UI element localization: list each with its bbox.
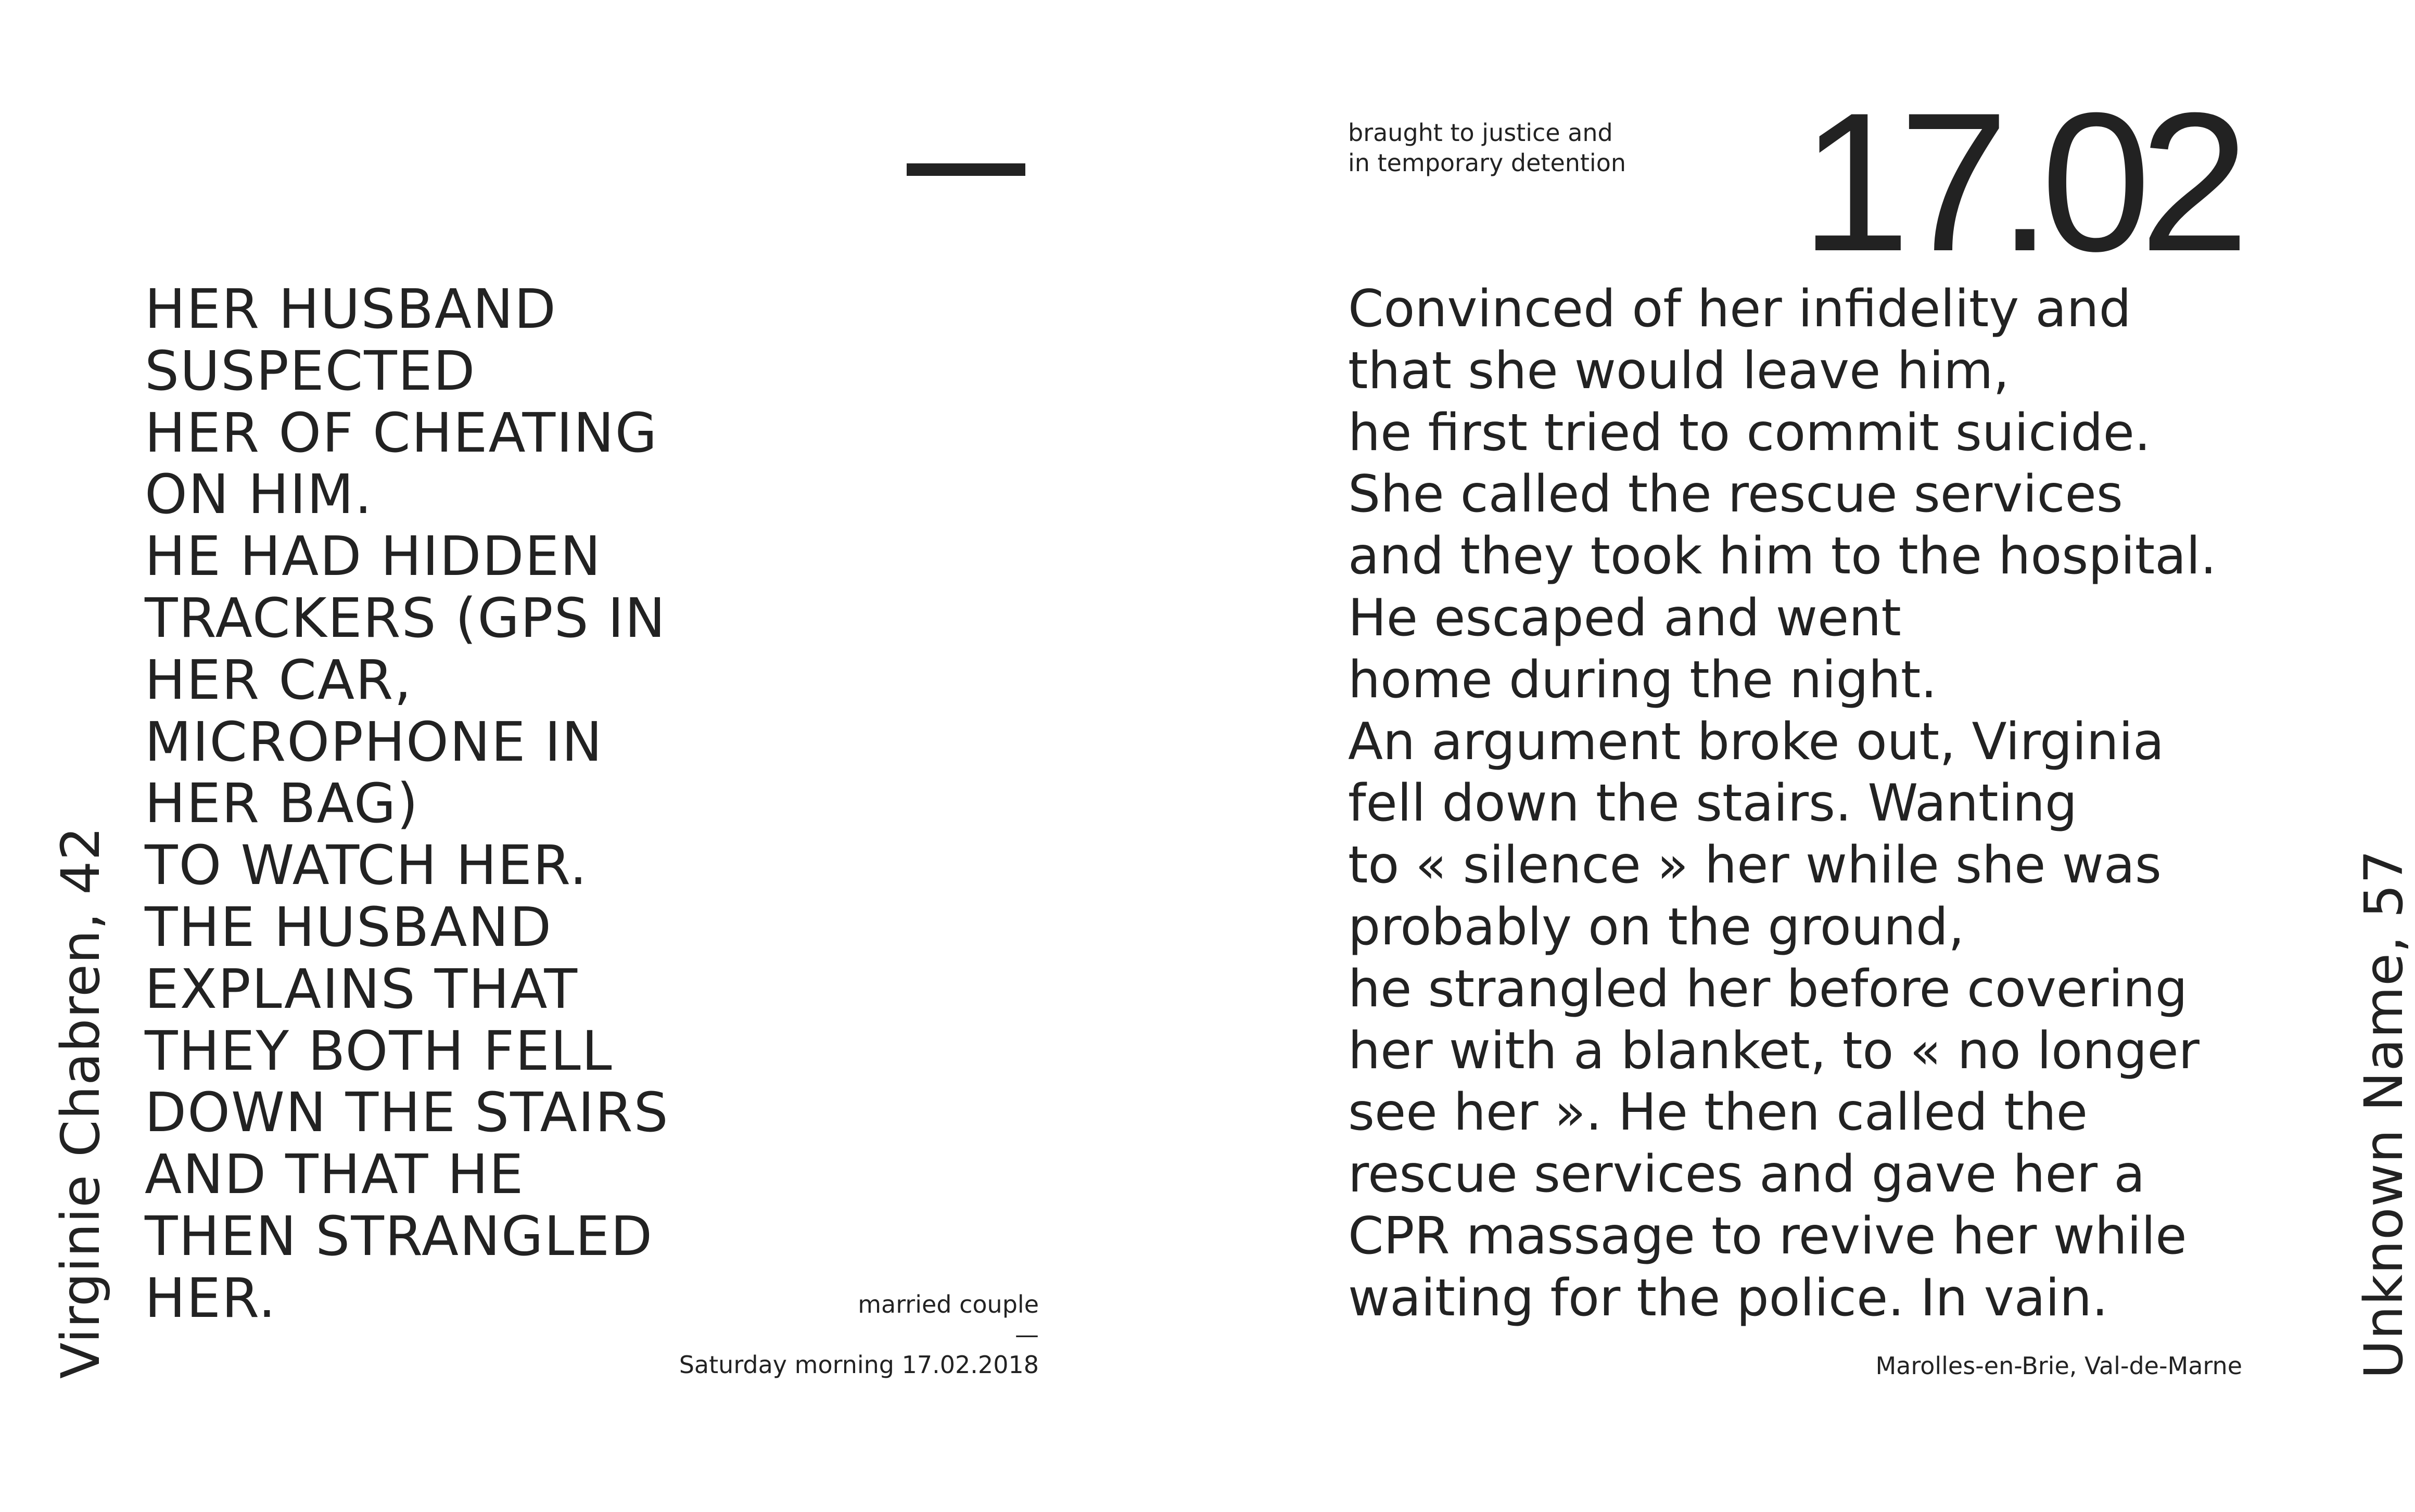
narrative-line: to « silence » her while she was (1348, 836, 2162, 895)
narrative-line: that she would leave him, (1348, 341, 2010, 401)
headline-line: AND THAT HE (145, 1143, 525, 1207)
victim-name-vertical: Virginie Chabren, 42 (50, 826, 112, 1379)
perpetrator-name-vertical: Unknown Name, 57 (2353, 849, 2415, 1379)
legal-status (1348, 118, 1626, 178)
narrative-line: and they took him to the hospital. (1348, 527, 2217, 586)
narrative-line: see her ». He then called the (1348, 1083, 2088, 1143)
page-date: 17.02 (1800, 71, 2238, 292)
headline-line: SUSPECTED (145, 339, 476, 403)
date-time-label: Saturday morning 17.02.2018 (679, 1351, 1039, 1379)
narrative-line: An argument broke out, Virginia (1348, 712, 2164, 772)
narrative-line: he first tried to commit suicide. (1348, 403, 2151, 463)
headline-line: EXPLAINS THAT (145, 957, 579, 1021)
headline (145, 278, 669, 1329)
narrative (1348, 278, 2217, 1329)
meta-separator: — (1015, 1321, 1039, 1349)
narrative-line: CPR massage to revive her while (1348, 1206, 2187, 1266)
headline-line: THE HUSBAND (145, 895, 553, 959)
narrative-line: he strangled her before covering (1348, 959, 2188, 1019)
headline-line: ON HIM. (145, 463, 373, 527)
narrative-line: probably on the ground, (1348, 897, 1965, 957)
legal-status-line: braught to justice and (1348, 119, 1613, 147)
headline-line: HER OF CHEATING (145, 401, 658, 465)
narrative-line: waiting for the police. In vain. (1348, 1268, 2108, 1328)
dash-mark (907, 163, 1025, 176)
narrative-line: Convinced of her infidelity and (1348, 279, 2131, 339)
narrative-line: fell down the stairs. Wanting (1348, 774, 2078, 834)
headline-line: HER BAG) (145, 772, 420, 836)
headline-line: MICROPHONE IN (145, 710, 603, 774)
headline-line: DOWN THE STAIRS (145, 1081, 669, 1145)
headline-line: HER CAR, (145, 648, 413, 712)
headline-line: TO WATCH HER. (145, 834, 588, 898)
headline-line: HER HUSBAND (145, 277, 557, 341)
narrative-line: She called the rescue services (1348, 465, 2123, 524)
headline-line: THEY BOTH FELL (145, 1019, 613, 1083)
headline-line: HE HAD HIDDEN (145, 524, 602, 588)
headline-line: TRACKERS (GPS IN (145, 586, 667, 650)
relationship-label: married couple (858, 1290, 1039, 1318)
headline-line: HER. (145, 1266, 277, 1330)
narrative-line: rescue services and gave her a (1348, 1145, 2145, 1205)
narrative-line: her with a blanket, to « no longer (1348, 1021, 2200, 1081)
left-meta (679, 1289, 1039, 1380)
headline-line: THEN STRANGLED (145, 1204, 654, 1268)
location-label: Marolles-en-Brie, Val-de-Marne (1875, 1352, 2242, 1380)
narrative-line: home during the night. (1348, 650, 1937, 710)
legal-status-line: in temporary detention (1348, 149, 1626, 177)
narrative-line: He escaped and went (1348, 588, 1901, 648)
